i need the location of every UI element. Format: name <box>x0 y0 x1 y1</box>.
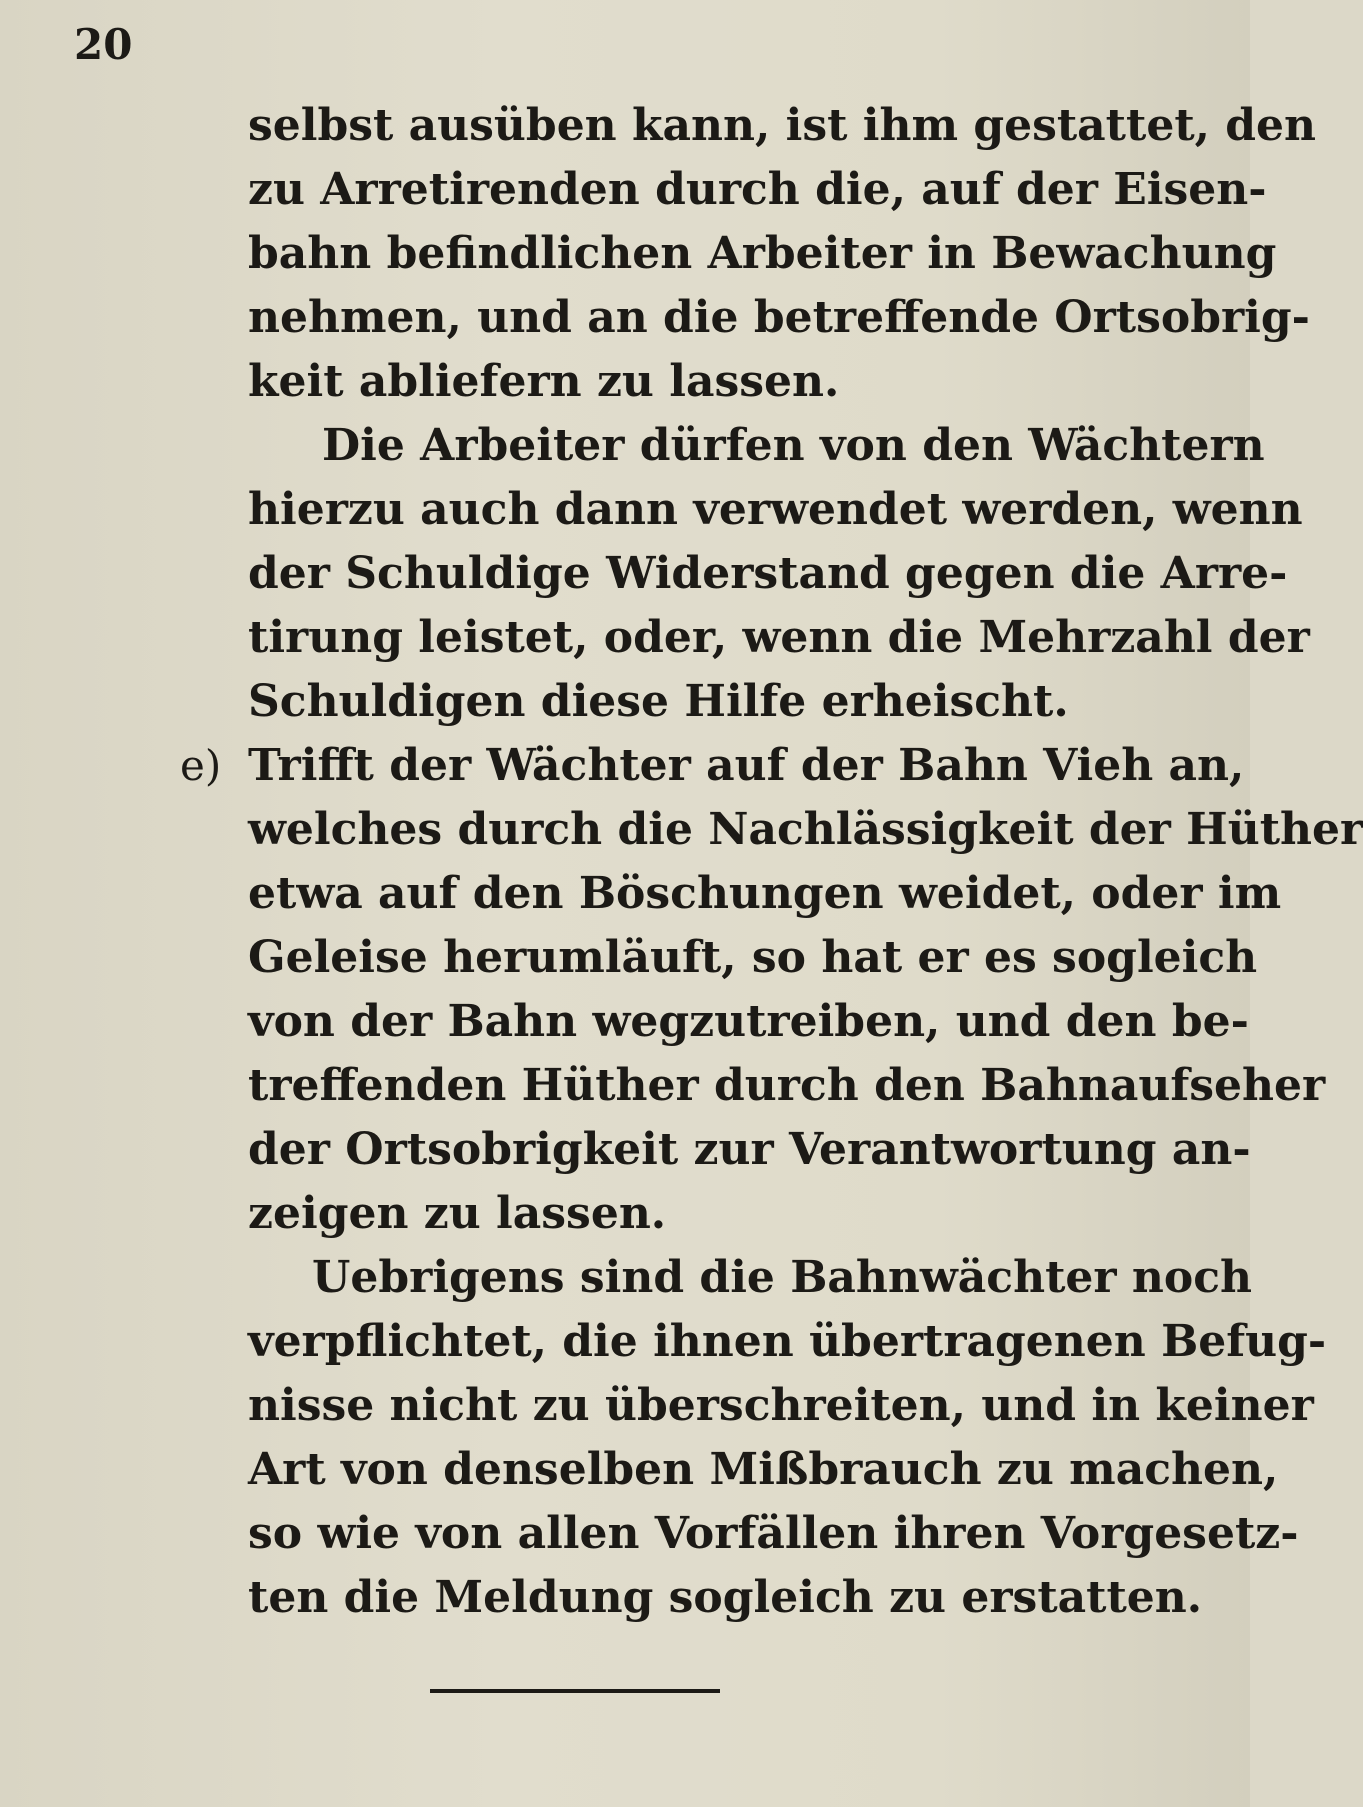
text-line: der Ortsobrigkeit zur Verantwortung an- <box>248 1124 1251 1175</box>
text-line: etwa auf den Böschungen weidet, oder im <box>248 868 1282 919</box>
list-item-first-line: Trifft der Wächter auf der Bahn Vieh an, <box>248 740 1245 791</box>
text-line: bahn befindlichen Arbeiter in Bewachung <box>248 228 1277 279</box>
paragraph-first-line: Uebrigens sind die Bahnwächter noch <box>312 1252 1253 1303</box>
text-line: ten die Meldung sogleich zu erstatten. <box>248 1572 1203 1623</box>
text-line: zu Arretirenden durch die, auf der Eisen- <box>248 164 1267 215</box>
text-line: Art von denselben Mißbrauch zu machen, <box>248 1444 1279 1495</box>
text-line: welches durch die Nachlässigkeit der Hüther <box>248 804 1363 855</box>
paragraph-first-line: Die Arbeiter dürfen von den Wächtern <box>322 420 1265 471</box>
list-item-label: e) <box>180 741 222 790</box>
text-line: so wie von allen Vorfällen ihren Vorgesetz- <box>248 1508 1299 1559</box>
text-line: selbst ausüben kann, ist ihm gestattet, den <box>248 100 1317 151</box>
text-line: Schuldigen diese Hilfe erheischt. <box>248 676 1069 727</box>
page-number: 20 <box>74 20 133 69</box>
text-line: tirung leistet, oder, wenn die Mehrzahl der <box>248 612 1310 663</box>
text-line: der Schuldige Widerstand gegen die Arre- <box>248 548 1288 599</box>
text-line: zeigen zu lassen. <box>248 1188 667 1239</box>
text-line: nisse nicht zu überschreiten, und in keiner <box>248 1380 1314 1431</box>
text-line: keit abliefern zu lassen. <box>248 356 840 407</box>
divider-rule <box>430 1689 720 1693</box>
text-line: hierzu auch dann verwendet werden, wenn <box>248 484 1303 535</box>
text-line: verpflichtet, die ihnen übertragenen Befug- <box>248 1316 1327 1367</box>
text-line: von der Bahn wegzutreiben, und den be- <box>248 996 1249 1047</box>
text-line: nehmen, und an die betreffende Ortsobrig- <box>248 292 1310 343</box>
text-line: treffenden Hüther durch den Bahnaufseher <box>248 1060 1326 1111</box>
text-line: Geleise herumläuft, so hat er es sogleich <box>248 932 1258 983</box>
